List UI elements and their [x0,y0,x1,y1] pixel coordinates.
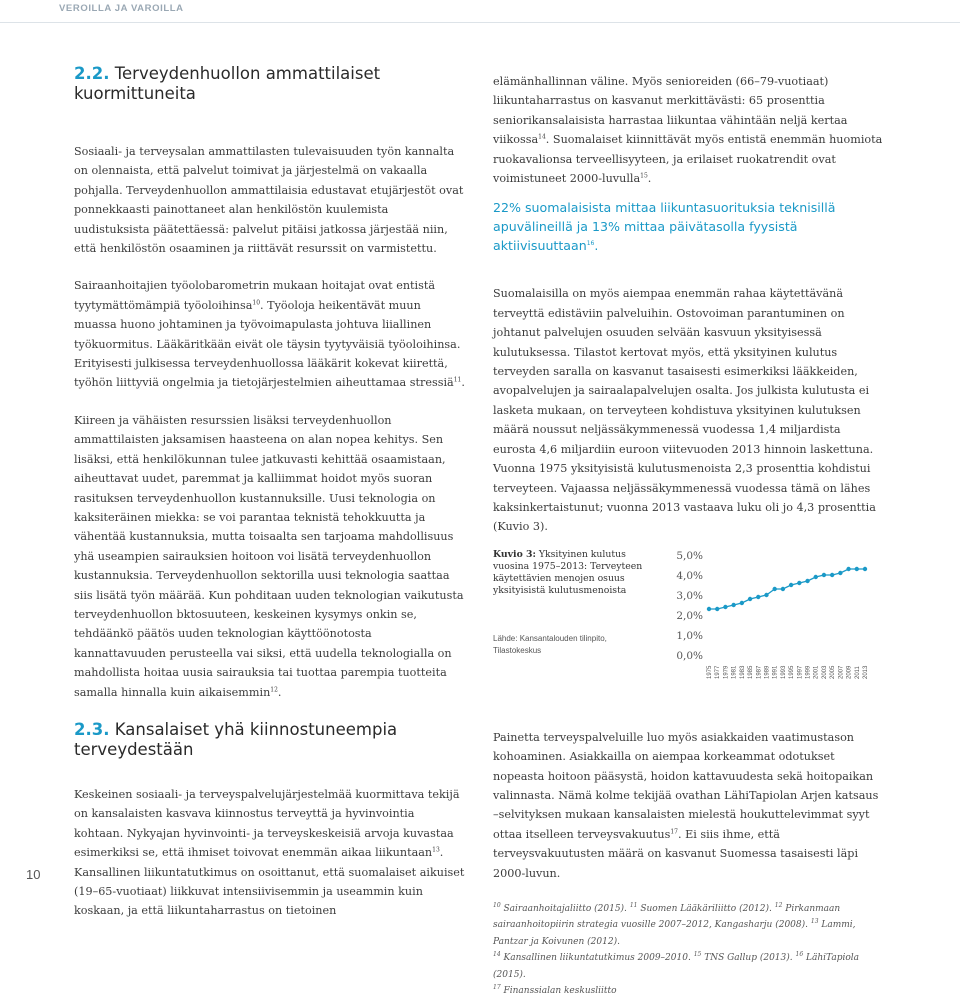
x-tick-label: 1975 [707,665,713,679]
data-point [756,595,760,599]
x-tick-label: 1997 [797,665,804,679]
data-point [772,587,776,591]
y-tick-label: 1,0% [676,629,703,642]
figure-source: Lähde: Kansantalouden tilinpito, Tilastokeskus [493,633,607,655]
x-tick-label: 1999 [805,665,812,679]
data-point [838,571,842,575]
x-tick-label: 1987 [756,665,763,679]
section-number: 2.3. [74,719,110,739]
data-point [789,583,793,587]
section-title: Terveydenhuollon ammattilaiset kuormittuneita [74,64,381,103]
y-tick-label: 0,0% [676,649,703,662]
data-point [740,601,744,605]
x-tick-label: 1995 [789,665,796,679]
x-tick-label: 1981 [731,665,738,679]
paragraph: Keskeinen sosiaali- ja terveyspalvelujärjestelmää kuormittava tekijä on kansalaisten kasvava kiinnostus terveyttä ja hyvinvointia kohtaan. Nykyajan hyvinvointi- ja terveyskeskeisiä arvoja kuvastaa esimerkiksi se, että ihmiset toivovat enemmän aikaa liikuntaan$^{13}$. Kansallinen liikuntatutkimus on osoittanut, että suomalaiset aikuiset (19–65-vuotiaat) liikkuvat intensiivisemmin ja useammin kuin koskaan, ja että liikuntaharrastus on tietoinen [74,787,465,918]
x-tick-label: 2007 [838,665,845,679]
x-tick-label: 2005 [830,665,837,679]
page-number: 10 [26,867,41,882]
data-point [822,573,826,577]
left-column [74,64,466,939]
paragraph: Sosiaali- ja terveysalan ammattilasten tulevaisuuden työn kannalta on olennaista, että palvelut toimivat ja järjestelmä on vakaalla pohjalla. Terveydenhuollon ammattilaisia edustavat etujärjestöt ovat ponnekkaasti painottaneet alan henkilöstön kuulemista uudistuksista päätettäessä: palvelut pitäisi jatkossa järjestää niin, että henkilöstön osaaminen ja riittävät resurssit on varmistettu. [74,145,464,256]
data-point [707,607,711,611]
figure-3 [493,543,885,711]
data-point [723,605,727,609]
data-point [764,593,768,597]
x-tick-label: 2001 [813,665,820,679]
figure-caption: Kuvio 3: Yksityinen kulutus vuosina 1975–2013: Terveyteen käytettävien menojen osuus yksityisistä kulutusmenoista [493,548,643,596]
y-tick-label: 2,0% [676,609,703,622]
x-tick-label: 1989 [764,665,771,679]
y-tick-label: 5,0% [676,549,703,562]
data-point [805,579,809,583]
right-column [493,72,885,1000]
data-point [731,603,735,607]
data-point [748,597,752,601]
x-tick-label: 1991 [772,665,779,679]
paragraph: Painetta terveyspalveluille luo myös asiakkaiden vaatimustason kohoaminen. Asiakkailla on aiempaa korkeammat odotukset nopeasta hoitoon pääsystä, hoidon kattavuudesta sekä hoitopaikan valinnasta. Nämä kolme tekijää ovathan LähiTapiolan Arjen katsaus –selvityksen mukaan kansalaisten mielestä houkuttelevimmat syyt ottaa itselleen terveysvakuutus$^{17}$. Ei siis ihme, että terveysvakuutusten määrä on kasvanut Suomessa tasaisesti läpi 2000-luvun. [493,730,879,880]
footnote-ref: 10 [252,299,261,307]
paragraph: Sairaanhoitajien työolobarometrin mukaan hoitajat ovat entistä tyytymättömämpiä työoloihinsa$^{10}$. Työoloja heikentävät muun muassa huono johtaminen ja työvoimapulasta johtuva liiallinen työkuormitus. Lääkäritkään eivät ole täysin tyytyväisiä työoloihinsa. Erityisesti julkisessa terveydenhuollossa lääkärit kokevat kiirettä, työhön liittyviä ongelmia ja tietojärjestelmien aiheuttamaa stressiä$^{11}$. [74,279,465,390]
page-header [0,0,960,24]
footnote-ref: 17 [670,828,678,836]
x-tick-label: 1985 [748,665,755,679]
section-title: Kansalaiset yhä kiinnostuneempia terveydestään [74,719,398,759]
data-point [814,575,818,579]
data-point [855,567,859,571]
x-tick-label: 2011 [854,665,861,679]
footnote-ref: 11 [453,376,462,384]
x-tick-label: 2003 [821,665,828,679]
paragraph: elämänhallinnan väline. Myös senioreiden (66–79-vuotiaat) liikuntaharrastus on kasvanut merkittävästi: 65 prosenttia seniorikansalaisista harrastaa liikuntaa vähintään neljä kertaa viikossa$^{14}$. Suomalaiset kiinnittävät myös entistä enemmän huomiota ruokavalionsa terveellisyyteen, ja erilaiset ruokatrendit ovat voimistuneet 2000-luvulla$^{15}$. [493,75,883,186]
y-tick-label: 3,0% [676,589,703,602]
x-tick-label: 2013 [863,665,869,679]
x-tick-label: 1993 [780,665,787,679]
x-tick-label: 2009 [846,665,853,679]
data-point [830,573,834,577]
paragraph: Suomalaisilla on myös aiempaa enemmän rahaa käytettävänä terveyttä edistäviin palveluihin. Ostovoiman parantuminen on johtanut palvelujen osuuden selvään kasvuun yksityisessä kulutuksessa. Tilastot kertovat myös, että yksityinen kulutus terveyden saralla on kasvanut tasaisesti esimerkiksi lääkkeiden, avopalvelujen ja sairaalapalvelujen osalta. Jos julkista kulutusta ei lasketa mukaan, on terveyteen kohdistuva yksityinen kulutuksen määrä noussut neljässäkymmenessä vuodessa 1,4 miljardista eurosta 4,6 miljardiin euroon viitevuoden 2013 hinnoin laskettuna. Vuonna 1975 yksityisistä kulutusmenoista 2,3 prosenttia kohdistui terveyteen. Vajaassa neljässäkymmenessä vuodessa tämä on lähes kaksinkertaistunut; vuonna 2013 vastaava luku oli jo 4,3 prosenttia (Kuvio 3). [493,287,876,534]
highlight-quote: 22% suomalaisista mittaa liikuntasuorituksia teknisillä apuvälineillä ja 13% mittaa päivätasolla fyysistä aktiivisuuttaan$^{16}$. [493,200,836,254]
paragraph: Kiireen ja vähäisten resurssien lisäksi terveydenhuollon ammattilaisten jaksamisen haasteena on alan nopea kehitys. Sen lisäksi, että henkilökunnan tulee jatkuvasti kehittää osaamistaan, aiheuttavat uudet, paremmat ja kalliimmat hoidot myös suoran rasituksen terveydenhuollon kustannuksille. Uusi teknologia on kaksiteräinen miekka: se voi parantaa teknistä tehokkuutta ja vähentää kustannuksia, mutta toisaalta sen tarjoama mahdollisuus yhä useampien sairauksien hoitoon voi lisätä terveydenhuollon kustannuksia. Terveydenhuollon sektorilla uusi teknologia saattaa siis lisätä työn määrää. Kun pohditaan uuden teknologian vaikutusta terveydenhuollon bktosuuteen, keskeinen kysymys onkin se, tehdäänkö päätös uuden teknologian käyttöönotosta kannattavuuden perusteella vai siksi, että uudella teknologialla on mahdollista hoitaa uusia sairauksia tai tuottaa parempia tuotteita samalla hinnalla kuin aikaisemmin$^{12}$. [74,413,464,699]
footnote-ref: 14 [538,133,546,141]
footnote-ref: 12 [270,685,278,693]
data-point [797,581,801,585]
section-2-2-heading [74,64,466,104]
x-tick-label: 1983 [739,665,746,679]
data-point [715,607,719,611]
header-divider [0,22,960,23]
data-point [863,567,867,571]
y-tick-label: 4,0% [676,569,703,582]
series-line [709,569,865,609]
footnote-ref: 15 [640,172,648,180]
data-point [846,567,850,571]
footnote-ref: 13 [432,846,440,854]
section-number: 2.2. [74,64,110,83]
health-spending-line-chart [669,543,879,708]
x-tick-label: 1977 [715,665,722,679]
footnotes: $^{10}$ Sairaanhoitajaliitto (2015). $^{11}$ Suomen Lääkäriliitto (2012). $^{12}$ Pirkanmaan sairaanhoitopiirin strategia vuosille 2007–2012, Kangasharju (2008). $^{13}$ Lammi, Pantzar ja Koivunen (2012). $^{14}$ Kansallinen liikuntatutkimus 2009–2010. $^{15}$ TNS Gallup (2013). $^{16}$ LähiTapiola (2015). $^{17}$ Finanssialan keskusliitto [493,901,860,997]
data-point [781,587,785,591]
running-header: VEROILLA JA VAROILLA [59,3,184,14]
footnote-ref: 16 [586,240,595,248]
section-2-3-heading [74,720,466,760]
x-tick-label: 1979 [723,665,730,679]
